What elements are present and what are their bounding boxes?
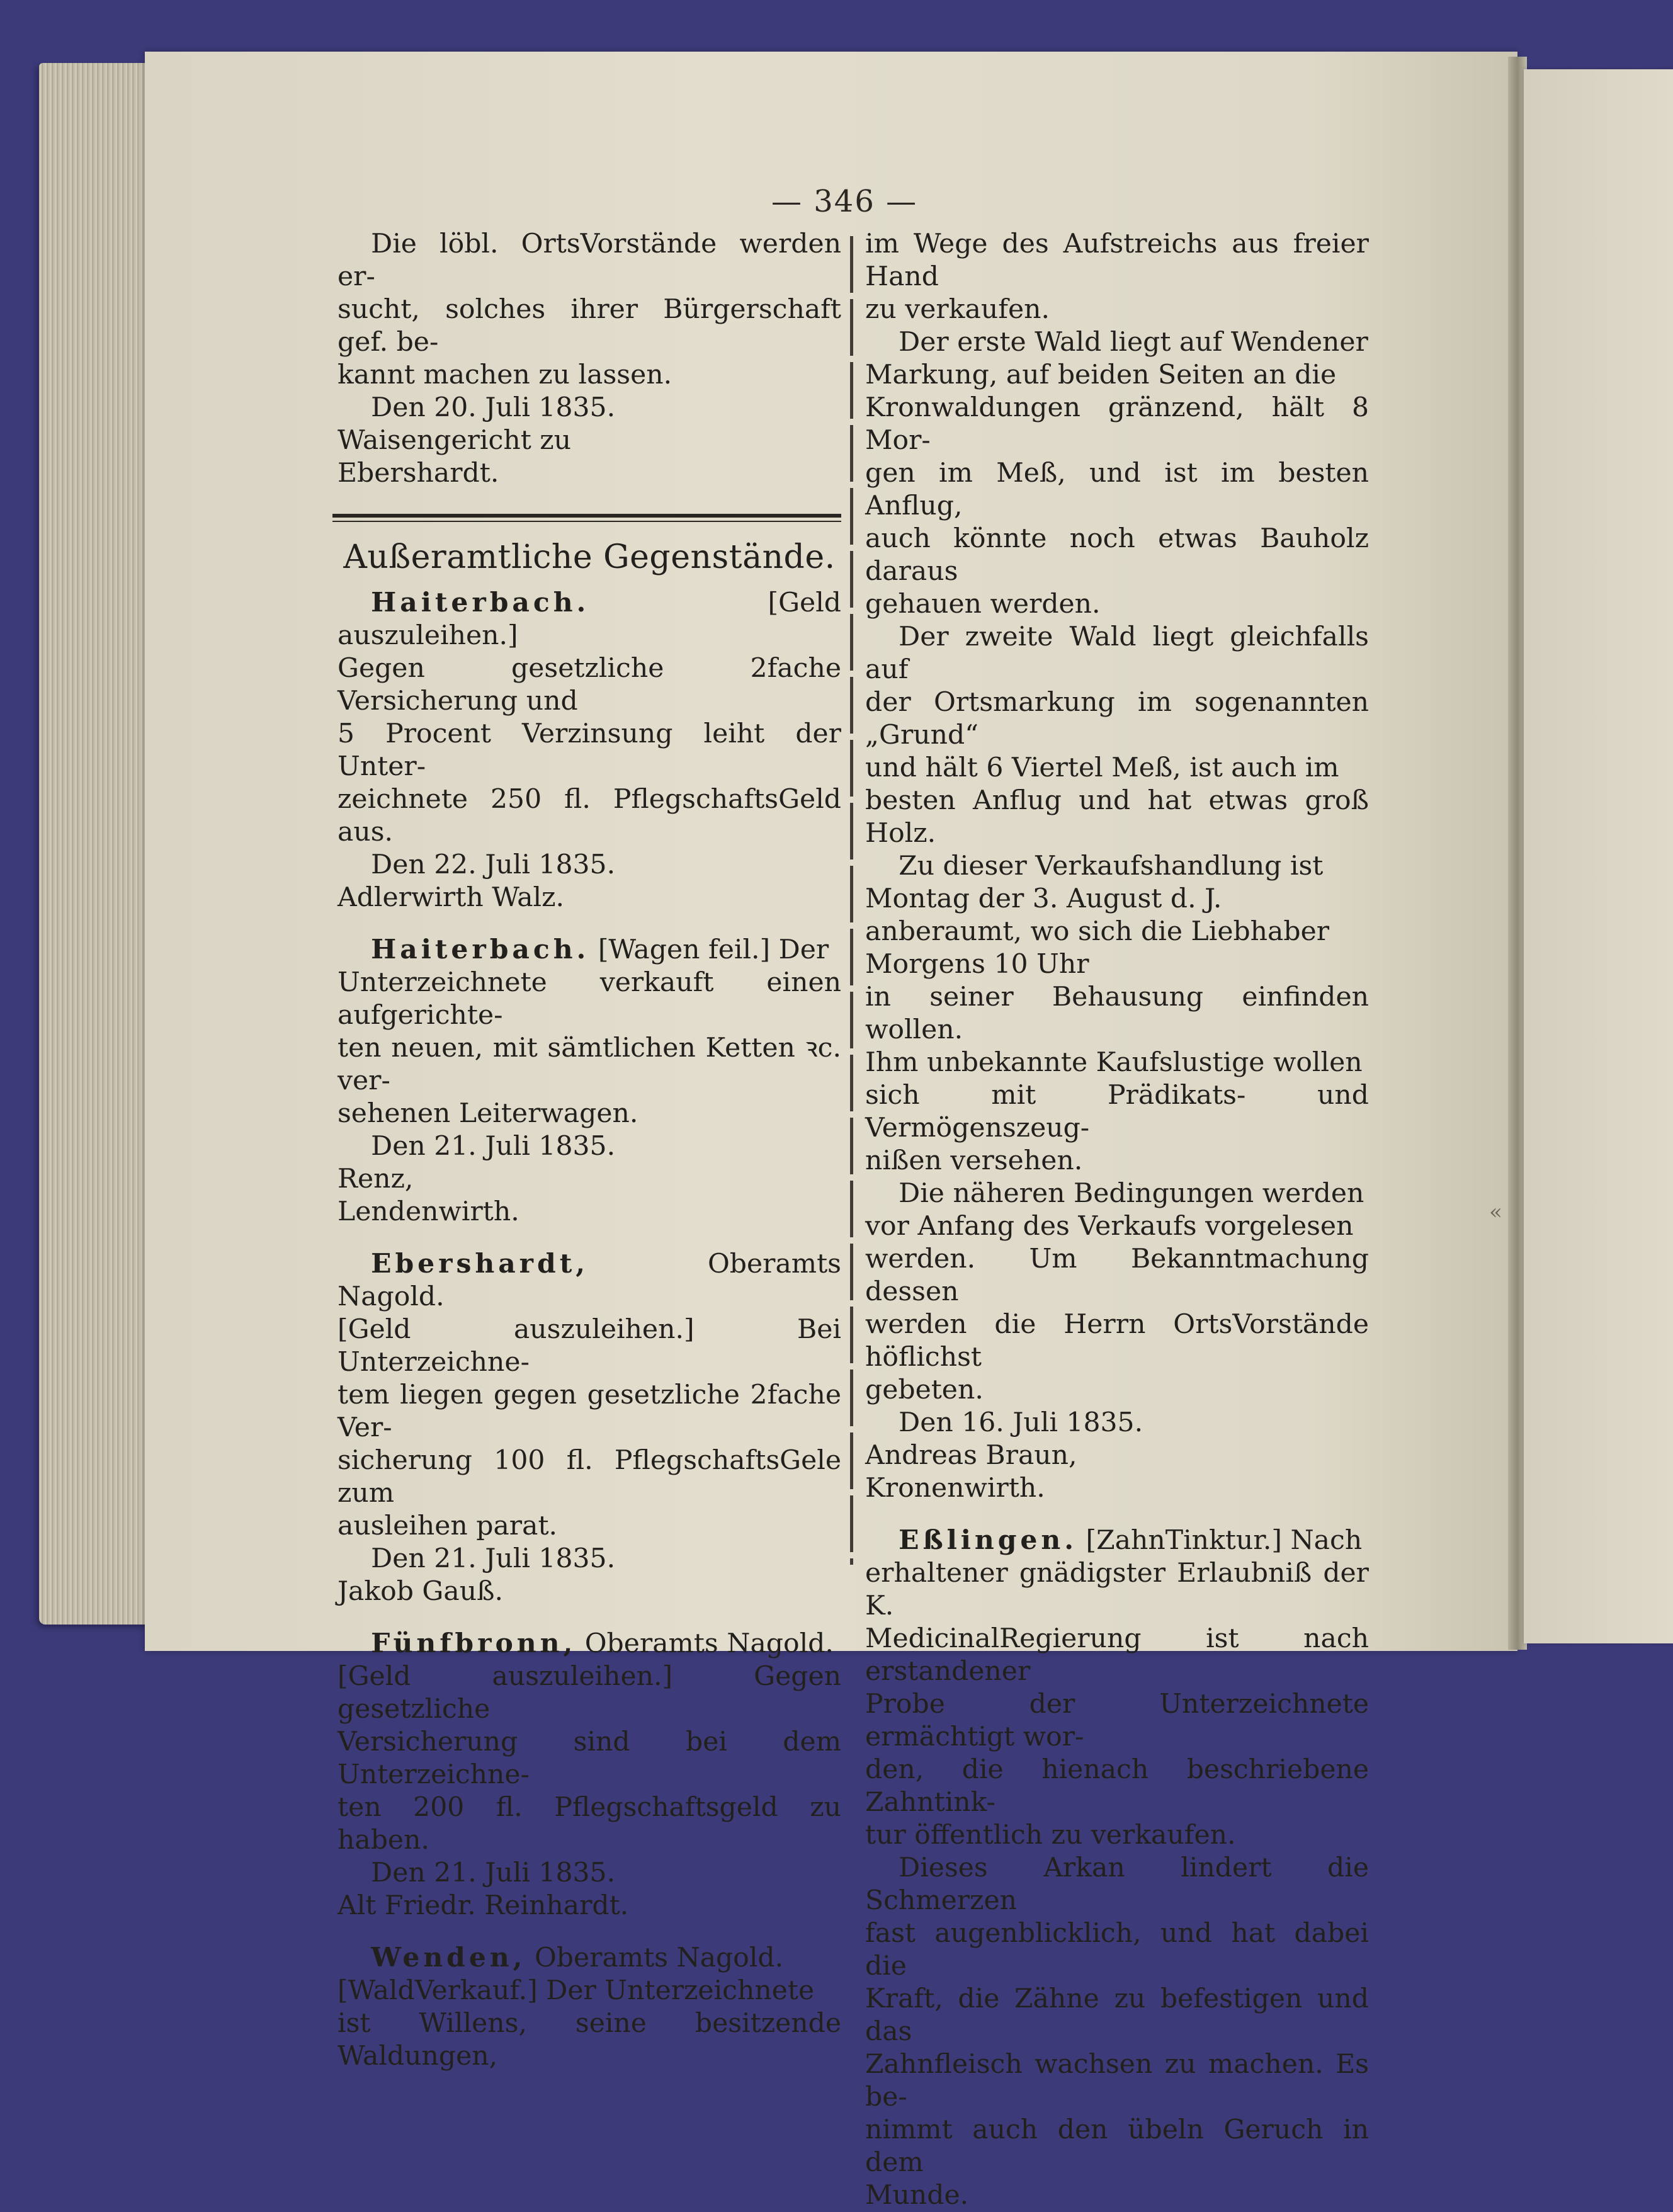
column-divider	[850, 236, 853, 1565]
text-line: erhaltener gnädigster Erlaubniß der K.	[865, 1558, 1369, 1621]
text-line: zeichnete 250 fl. PflegschaftsGeld aus.	[337, 784, 841, 848]
text-line: Die löbl. OrtsVorstände werden er-	[337, 229, 841, 292]
text-line: [Wagen feil.] Der	[598, 934, 829, 965]
text-line: und hält 6 Viertel Meß, ist auch im	[865, 752, 1339, 783]
text-line: Der erste Wald liegt auf Wendener	[899, 327, 1368, 358]
time-emphasis-line: Morgens 10 Uhr	[865, 949, 1089, 980]
text-line: im Wege des Aufstreichs aus freier Hand	[865, 229, 1369, 292]
notice-place: Wenden,	[371, 1942, 526, 1973]
spacer	[337, 1228, 841, 1247]
text-line: gebeten.	[865, 1375, 984, 1405]
signature-line: Kronenwirth.	[865, 1473, 1045, 1504]
text-line: ten neuen, mit sämtlichen Ketten ꝛc. ver-	[337, 1033, 841, 1096]
spacer	[865, 1505, 1369, 1524]
signature-line: Jakob Gauß.	[337, 1576, 503, 1607]
notice-place: Haiterbach.	[371, 934, 590, 965]
spacer	[337, 914, 841, 933]
section-rule	[332, 514, 841, 522]
signature-line: Ebershardt.	[337, 458, 499, 489]
text-line: Gegen gesetzliche 2fache Versicherung und	[337, 653, 841, 717]
notice-first-line	[337, 1627, 841, 1660]
text-line: ist Willens, seine besitzende Waldungen,	[337, 2008, 841, 2072]
text-line: Zu dieser Verkaufshandlung ist	[899, 851, 1324, 882]
text-line: werden. Um Bekanntmachung dessen	[865, 1244, 1369, 1307]
text-line: gen im Meß, und ist im besten Anflug,	[865, 458, 1369, 521]
date-line: Den 21. Juli 1835.	[371, 1543, 616, 1574]
text-line: ausleihen parat.	[337, 1511, 558, 1541]
notice-place: Ebershardt,	[371, 1248, 589, 1279]
facing-page	[1524, 69, 1673, 1643]
text-line: sicherung 100 fl. PflegschaftsGele zum	[337, 1445, 841, 1509]
text-line: 5 Procent Verzinsung leiht der Unter-	[337, 718, 841, 782]
notice-place: Fünfbronn,	[371, 1628, 577, 1659]
text-line: Oberamts Nagold.	[584, 1628, 834, 1659]
date-emphasis-line: Montag der 3. August d. J.	[865, 883, 1222, 914]
date-line: Den 21. Juli 1835.	[371, 1131, 616, 1162]
text-line: Ihm unbekannte Kaufslustige wollen	[865, 1047, 1363, 1078]
notice-place: Haiterbach.	[371, 587, 590, 618]
text-line: sich mit Prädikats- und Vermögenszeug-	[865, 1080, 1369, 1143]
notice-first-line	[337, 933, 841, 967]
text-line: Dieses Arkan lindert die Schmerzen	[865, 1852, 1369, 1916]
signature-line: Andreas Braun,	[865, 1440, 1077, 1471]
text-line: kannt machen zu lassen.	[337, 360, 672, 390]
text-line: besten Anflug und hat etwas groß Holz.	[865, 785, 1369, 849]
signature-line: Alt Friedr. Reinhardt.	[337, 1890, 629, 1921]
text-line: [Geld auszuleihen.] Gegen gesetzliche	[337, 1661, 841, 1725]
text-line: anberaumt, wo sich die Liebhaber	[865, 916, 1330, 947]
text-line: [ZahnTinktur.] Nach	[1086, 1525, 1363, 1556]
spacer	[337, 1922, 841, 1941]
left-column	[337, 228, 841, 2073]
text-line: den, die hienach beschriebene Zahntink-	[865, 1754, 1369, 1818]
signature-line: Waisengericht zu	[337, 425, 572, 456]
signature-line: Adlerwirth Walz.	[337, 882, 565, 913]
notice-first-line	[337, 586, 841, 652]
text-line: Oberamts Nagold.	[534, 1943, 784, 1973]
page-edges	[39, 63, 152, 1625]
text-line: zu verkaufen.	[865, 294, 1050, 325]
notice-first-line	[865, 1524, 1369, 1557]
text-line: nißen versehen.	[865, 1145, 1083, 1176]
text-line: tem liegen gegen gesetzliche 2fache Ver-	[337, 1380, 841, 1443]
rule-thick	[332, 514, 841, 518]
text-line: Kraft, die Zähne zu befestigen und das	[865, 1983, 1369, 2047]
date-line: Den 16. Juli 1835.	[899, 1407, 1143, 1438]
text-line: sucht, solches ihrer Bürgerschaft gef. be-	[337, 294, 841, 358]
text-line: der Ortsmarkung im sogenannten „Grund“	[865, 687, 1369, 751]
text-line: Oberamts Nagold.	[337, 1249, 841, 1312]
date-line: Den 20. Juli 1835.	[371, 392, 616, 423]
text-line: MedicinalRegierung ist nach erstandener	[865, 1623, 1369, 1687]
text-line: Versicherung sind bei dem Unterzeichne-	[337, 1727, 841, 1790]
text-line: fast augenblicklich, und hat dabei die	[865, 1918, 1369, 1982]
text-line: Zahnfleisch wachsen zu machen. Es be-	[865, 2049, 1369, 2113]
notice-place: Eßlingen.	[899, 1524, 1078, 1556]
text-line: [Geld auszuleihen.] Bei Unterzeichne-	[337, 1314, 841, 1378]
text-line: in seiner Behausung einfinden wollen.	[865, 982, 1369, 1045]
spacer	[337, 1608, 841, 1627]
text-line: Die näheren Bedingungen werden	[899, 1178, 1364, 1209]
text-line: werden die Herrn OrtsVorstände höflichst	[865, 1309, 1369, 1373]
page-number: — 346 —	[771, 184, 918, 219]
text-line: sehenen Leiterwagen.	[337, 1098, 638, 1129]
text-line: auch könnte noch etwas Bauholz daraus	[865, 523, 1369, 587]
text-line: gehauen werden.	[865, 589, 1101, 620]
date-line: Den 22. Juli 1835.	[371, 849, 616, 880]
text-line: vor Anfang des Verkaufs vorgelesen	[865, 1211, 1354, 1242]
margin-mark: «	[1489, 1200, 1502, 1225]
text-line: [WaldVerkauf.] Der Unterzeichnete	[337, 1975, 815, 2006]
notice-first-line	[337, 1247, 841, 1313]
text-line: Kronwaldungen gränzend, hält 8 Mor-	[865, 392, 1369, 456]
signature-line: Lendenwirth.	[337, 1196, 519, 1227]
date-line: Den 21. Juli 1835.	[371, 1858, 616, 1888]
right-column	[865, 228, 1369, 2212]
notice-first-line	[337, 1941, 841, 1975]
text-line: [Geld auszuleihen.]	[337, 587, 841, 651]
rule-thin	[332, 521, 841, 522]
text-line: Unterzeichnete verkauft einen aufgerichte-	[337, 967, 841, 1031]
text-line: ten 200 fl. Pflegschaftsgeld zu haben.	[337, 1792, 841, 1856]
text-line: Der zweite Wald liegt gleichfalls auf	[865, 621, 1369, 685]
text-line: Probe der Unterzeichnete ermächtigt wor-	[865, 1689, 1369, 1752]
signature-line: Renz,	[337, 1164, 414, 1194]
text-line: nimmt auch den übeln Geruch in dem	[865, 2114, 1369, 2178]
text-line: Markung, auf beiden Seiten an die	[865, 360, 1337, 390]
section-title: Außeramtliche Gegenstände.	[343, 538, 836, 576]
text-line: Munde.	[865, 2180, 969, 2211]
text-line: tur öffentlich zu verkaufen.	[865, 1820, 1236, 1851]
